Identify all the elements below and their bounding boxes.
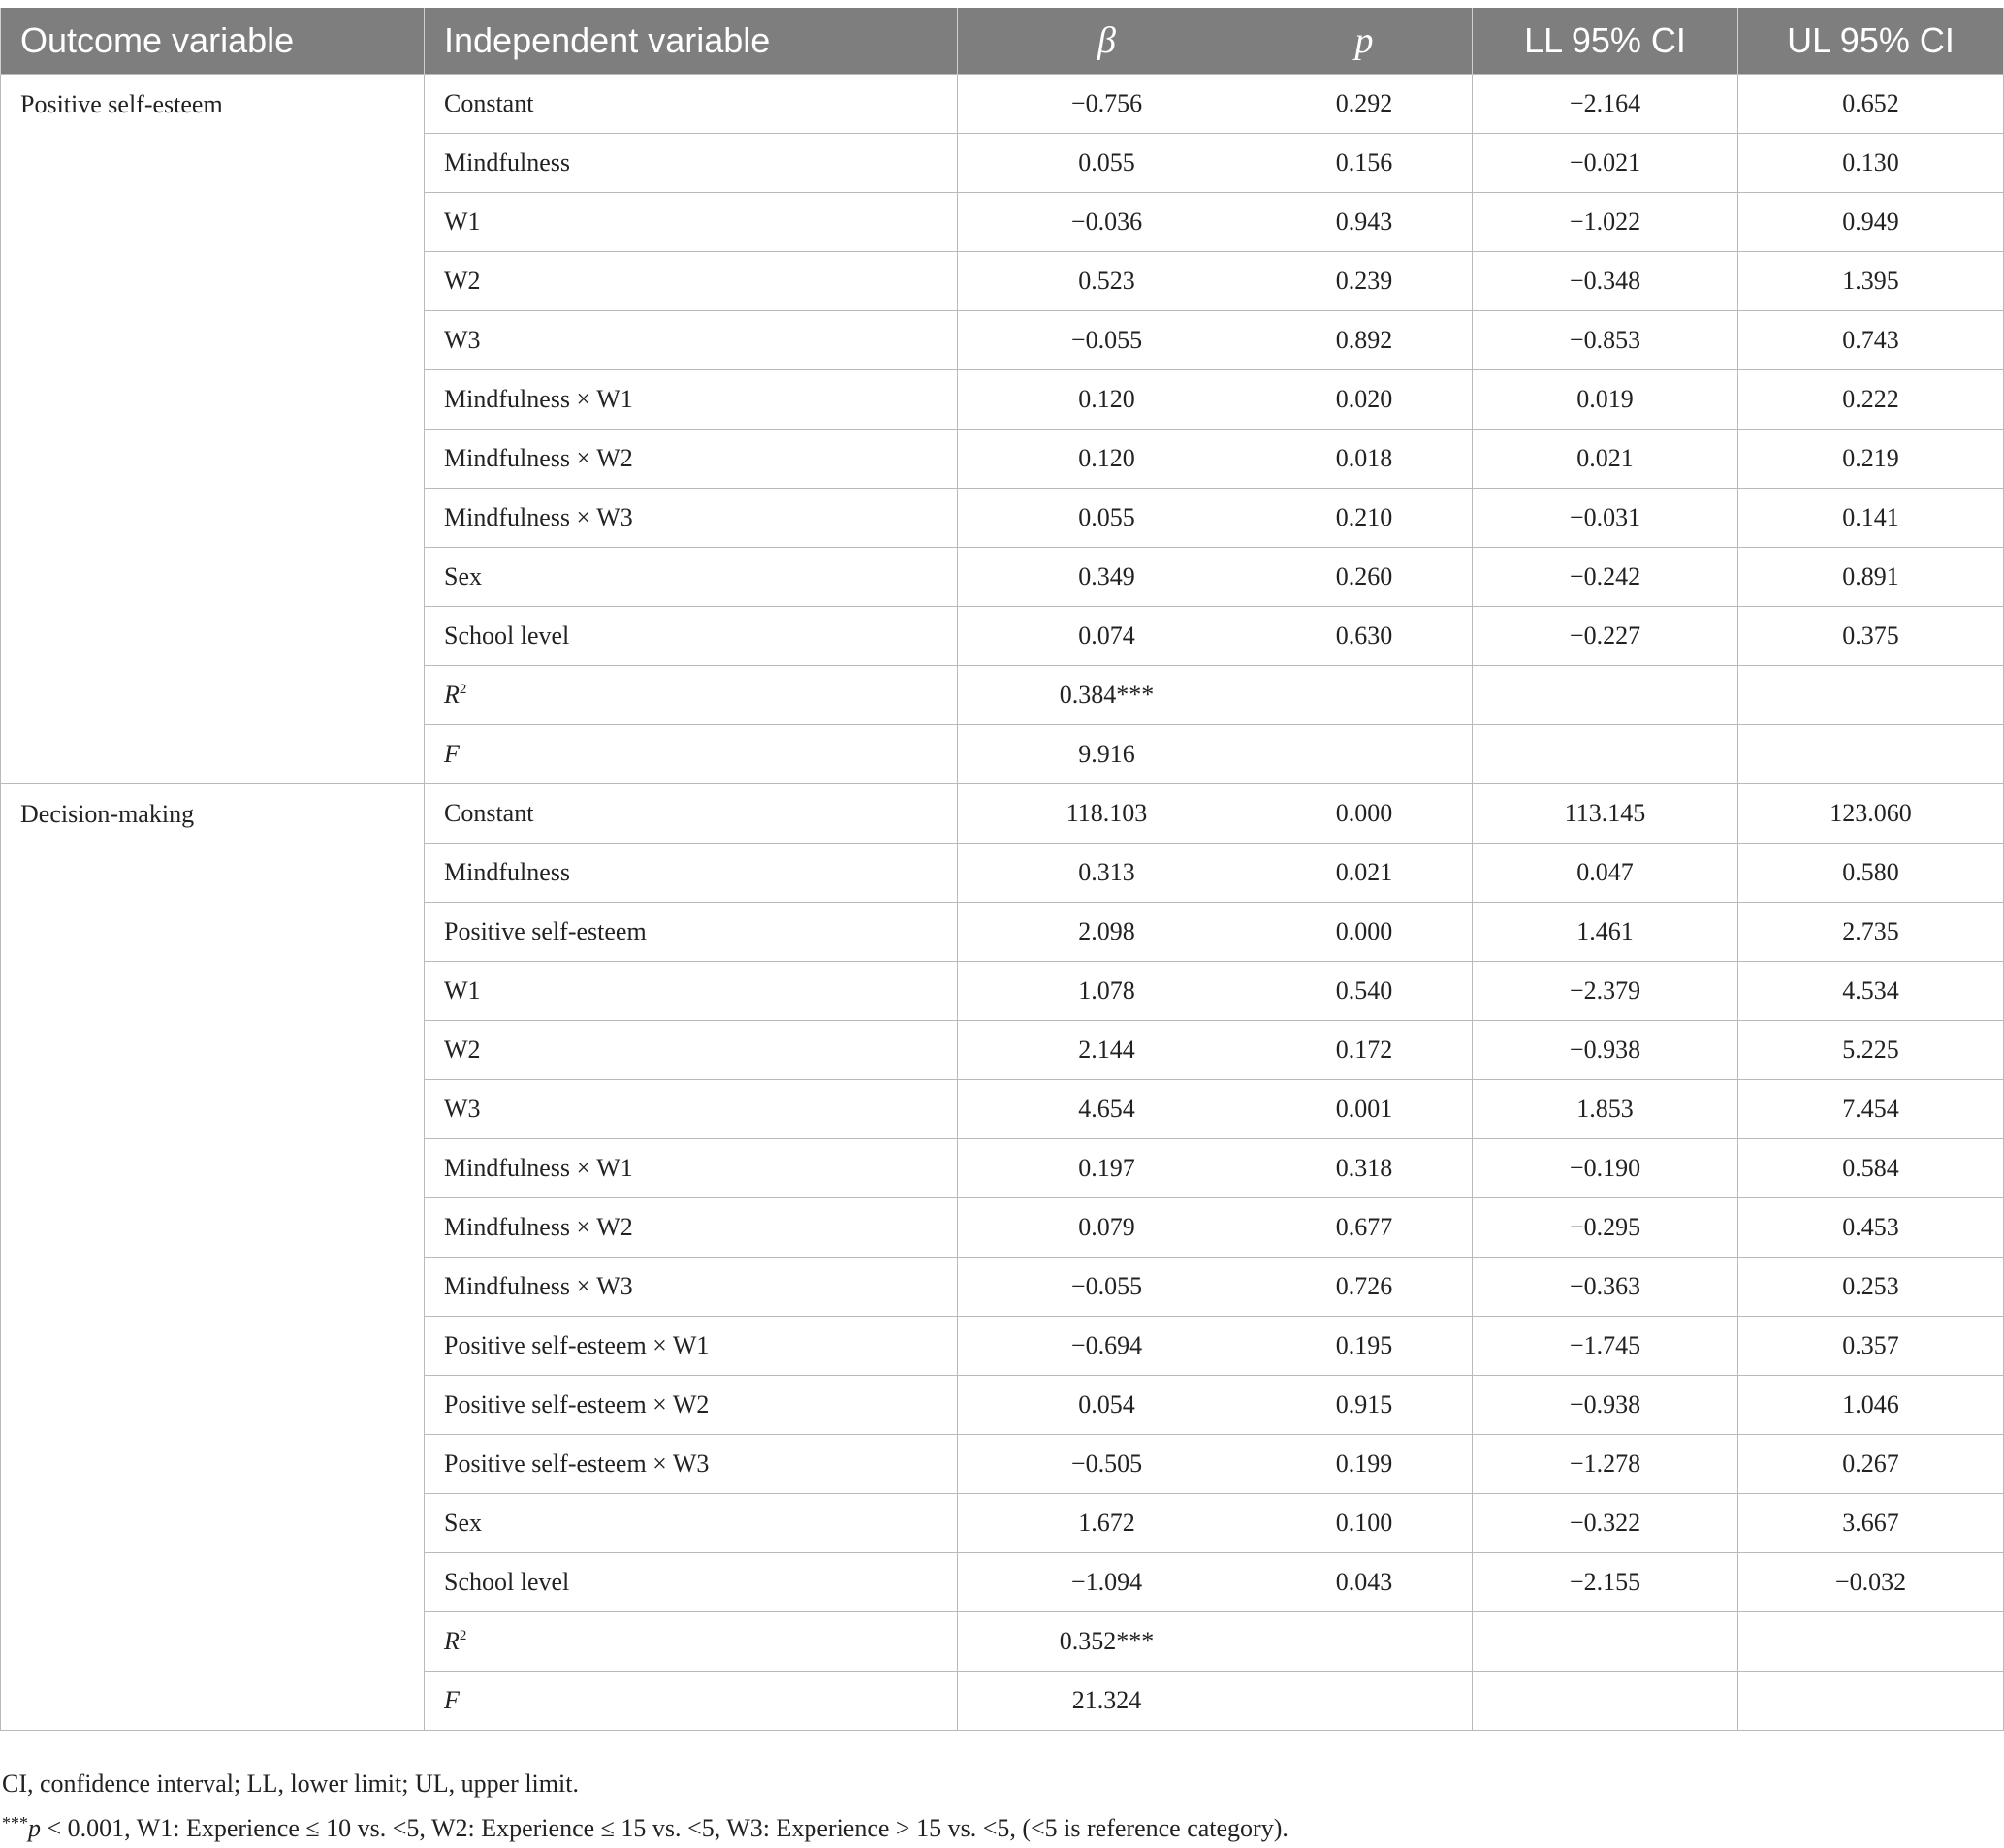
variable-cell: Sex <box>425 1494 958 1553</box>
ll-cell: −0.295 <box>1473 1198 1738 1258</box>
beta-cell: 0.074 <box>958 607 1256 666</box>
ll-cell: −0.322 <box>1473 1494 1738 1553</box>
variable-cell: Positive self-esteem × W1 <box>425 1317 958 1376</box>
regression-results-table <box>0 8 2004 1731</box>
ll-cell: −0.363 <box>1473 1258 1738 1317</box>
beta-cell: 0.349 <box>958 548 1256 607</box>
ul-cell: 0.580 <box>1738 844 2004 903</box>
p-cell: 0.195 <box>1256 1317 1473 1376</box>
ul-cell: 0.253 <box>1738 1258 2004 1317</box>
ll-cell: −0.348 <box>1473 252 1738 311</box>
ul-cell: 0.453 <box>1738 1198 2004 1258</box>
beta-cell: 118.103 <box>958 784 1256 844</box>
variable-cell: Positive self-esteem × W3 <box>425 1435 958 1494</box>
ll-cell: −1.745 <box>1473 1317 1738 1376</box>
beta-cell: −0.505 <box>958 1435 1256 1494</box>
variable-cell: Mindfulness × W1 <box>425 370 958 430</box>
beta-cell: 0.523 <box>958 252 1256 311</box>
ul-cell: 0.357 <box>1738 1317 2004 1376</box>
variable-cell: Positive self-esteem <box>425 903 958 962</box>
table-row <box>1 784 2004 844</box>
ll-cell: 1.461 <box>1473 903 1738 962</box>
variable-cell: Mindfulness × W1 <box>425 1139 958 1198</box>
empty-cell <box>1473 1672 1738 1731</box>
variable-cell: W3 <box>425 311 958 370</box>
empty-cell <box>1738 666 2004 725</box>
beta-cell: 0.313 <box>958 844 1256 903</box>
p-cell: 0.021 <box>1256 844 1473 903</box>
ll-cell: 113.145 <box>1473 784 1738 844</box>
ll-cell: −1.022 <box>1473 193 1738 252</box>
beta-cell: −0.756 <box>958 75 1256 134</box>
variable-cell: Mindfulness × W3 <box>425 489 958 548</box>
header-p: p <box>1256 8 1473 75</box>
ll-cell: −0.021 <box>1473 134 1738 193</box>
variable-cell: W3 <box>425 1080 958 1139</box>
beta-cell: 1.672 <box>958 1494 1256 1553</box>
table-body <box>1 75 2004 1731</box>
variable-cell: W1 <box>425 193 958 252</box>
note-significance <box>2 1803 1288 1848</box>
variable-cell: Positive self-esteem × W2 <box>425 1376 958 1435</box>
p-cell: 0.172 <box>1256 1021 1473 1080</box>
beta-cell: 2.098 <box>958 903 1256 962</box>
p-cell: 0.292 <box>1256 75 1473 134</box>
ul-cell: 0.130 <box>1738 134 2004 193</box>
ul-cell: 1.046 <box>1738 1376 2004 1435</box>
ul-cell: 0.267 <box>1738 1435 2004 1494</box>
ul-cell: 0.584 <box>1738 1139 2004 1198</box>
p-cell: 0.540 <box>1256 962 1473 1021</box>
f-label: F <box>425 725 958 784</box>
ul-cell: 3.667 <box>1738 1494 2004 1553</box>
ul-cell: −0.032 <box>1738 1553 2004 1612</box>
r-superscript: 2 <box>459 1628 467 1643</box>
ul-cell: 0.743 <box>1738 311 2004 370</box>
beta-cell: 0.120 <box>958 430 1256 489</box>
beta-cell: −1.094 <box>958 1553 1256 1612</box>
beta-cell: −0.694 <box>958 1317 1256 1376</box>
header-ul: UL 95% CI <box>1738 8 2004 75</box>
beta-cell: 0.055 <box>958 489 1256 548</box>
header-outcome: Outcome variable <box>1 8 425 75</box>
p-cell: 0.100 <box>1256 1494 1473 1553</box>
beta-cell: 0.055 <box>958 134 1256 193</box>
beta-cell: 4.654 <box>958 1080 1256 1139</box>
p-cell: 0.892 <box>1256 311 1473 370</box>
ll-cell: 1.853 <box>1473 1080 1738 1139</box>
ll-cell: −0.938 <box>1473 1376 1738 1435</box>
beta-cell: −0.055 <box>958 1258 1256 1317</box>
note-abbreviations: CI, confidence interval; LL, lower limit; UL, upper limit. <box>2 1769 579 1798</box>
ul-cell: 7.454 <box>1738 1080 2004 1139</box>
table-notes <box>2 1765 1288 1848</box>
beta-cell: −0.036 <box>958 193 1256 252</box>
variable-cell: Constant <box>425 75 958 134</box>
ll-cell: −1.278 <box>1473 1435 1738 1494</box>
p-cell: 0.318 <box>1256 1139 1473 1198</box>
header-independent: Independent variable <box>425 8 958 75</box>
empty-cell <box>1738 725 2004 784</box>
outcome-cell: Decision-making <box>1 784 425 1731</box>
variable-cell: School level <box>425 1553 958 1612</box>
ul-cell: 0.141 <box>1738 489 2004 548</box>
ll-cell: −0.190 <box>1473 1139 1738 1198</box>
beta-cell: 0.079 <box>958 1198 1256 1258</box>
variable-cell: Mindfulness × W3 <box>425 1258 958 1317</box>
variable-cell: W2 <box>425 252 958 311</box>
ll-cell: −0.031 <box>1473 489 1738 548</box>
p-cell: 0.915 <box>1256 1376 1473 1435</box>
empty-cell <box>1473 1612 1738 1672</box>
ul-cell: 0.219 <box>1738 430 2004 489</box>
empty-cell <box>1738 1612 2004 1672</box>
p-cell: 0.000 <box>1256 784 1473 844</box>
ll-cell: −2.164 <box>1473 75 1738 134</box>
p-cell: 0.000 <box>1256 903 1473 962</box>
ul-cell: 5.225 <box>1738 1021 2004 1080</box>
ul-cell: 0.652 <box>1738 75 2004 134</box>
f-value: 9.916 <box>958 725 1256 784</box>
beta-cell: −0.055 <box>958 311 1256 370</box>
p-cell: 0.239 <box>1256 252 1473 311</box>
ll-cell: −0.938 <box>1473 1021 1738 1080</box>
ll-cell: −0.242 <box>1473 548 1738 607</box>
ul-cell: 2.735 <box>1738 903 2004 962</box>
p-cell: 0.001 <box>1256 1080 1473 1139</box>
variable-cell: Constant <box>425 784 958 844</box>
variable-cell: Mindfulness <box>425 844 958 903</box>
p-cell: 0.043 <box>1256 1553 1473 1612</box>
r-squared-label <box>425 1612 958 1672</box>
variable-cell: W1 <box>425 962 958 1021</box>
note-rest: < 0.001, W1: Experience ≤ 10 vs. <5, W2: Experience ≤ 15 vs. <5, W3: Experience > 15 vs. <5, (<5 is reference category). <box>41 1814 1288 1842</box>
ll-cell: −0.853 <box>1473 311 1738 370</box>
ll-cell: 0.019 <box>1473 370 1738 430</box>
r-label: R <box>444 681 460 709</box>
f-label: F <box>425 1672 958 1731</box>
r-squared-value: 0.352*** <box>958 1612 1256 1672</box>
beta-cell: 1.078 <box>958 962 1256 1021</box>
ul-cell: 0.949 <box>1738 193 2004 252</box>
table-header <box>1 8 2004 75</box>
p-cell: 0.677 <box>1256 1198 1473 1258</box>
variable-cell: Sex <box>425 548 958 607</box>
p-cell: 0.156 <box>1256 134 1473 193</box>
r-squared-value: 0.384*** <box>958 666 1256 725</box>
results-table-container <box>0 8 2004 1731</box>
ll-cell: 0.021 <box>1473 430 1738 489</box>
variable-cell: Mindfulness × W2 <box>425 430 958 489</box>
empty-cell <box>1256 666 1473 725</box>
empty-cell <box>1473 666 1738 725</box>
empty-cell <box>1256 1612 1473 1672</box>
table-row <box>1 75 2004 134</box>
ul-cell: 1.395 <box>1738 252 2004 311</box>
note-p: p <box>28 1814 41 1842</box>
ll-cell: −0.227 <box>1473 607 1738 666</box>
p-cell: 0.726 <box>1256 1258 1473 1317</box>
ul-cell: 4.534 <box>1738 962 2004 1021</box>
ul-cell: 0.891 <box>1738 548 2004 607</box>
note-stars: *** <box>2 1813 28 1832</box>
header-row <box>1 8 2004 75</box>
outcome-cell: Positive self-esteem <box>1 75 425 784</box>
beta-cell: 0.120 <box>958 370 1256 430</box>
variable-cell: Mindfulness × W2 <box>425 1198 958 1258</box>
p-cell: 0.020 <box>1256 370 1473 430</box>
p-cell: 0.260 <box>1256 548 1473 607</box>
r-superscript: 2 <box>459 682 467 697</box>
r-label: R <box>444 1627 460 1655</box>
ll-cell: 0.047 <box>1473 844 1738 903</box>
p-cell: 0.210 <box>1256 489 1473 548</box>
p-cell: 0.199 <box>1256 1435 1473 1494</box>
empty-cell <box>1738 1672 2004 1731</box>
r-squared-label <box>425 666 958 725</box>
ll-cell: −2.379 <box>1473 962 1738 1021</box>
p-cell: 0.018 <box>1256 430 1473 489</box>
f-value: 21.324 <box>958 1672 1256 1731</box>
empty-cell <box>1256 725 1473 784</box>
header-beta: β <box>958 8 1256 75</box>
ul-cell: 0.222 <box>1738 370 2004 430</box>
beta-cell: 2.144 <box>958 1021 1256 1080</box>
variable-cell: W2 <box>425 1021 958 1080</box>
variable-cell: School level <box>425 607 958 666</box>
ul-cell: 123.060 <box>1738 784 2004 844</box>
empty-cell <box>1473 725 1738 784</box>
p-cell: 0.630 <box>1256 607 1473 666</box>
ul-cell: 0.375 <box>1738 607 2004 666</box>
beta-cell: 0.054 <box>958 1376 1256 1435</box>
variable-cell: Mindfulness <box>425 134 958 193</box>
ll-cell: −2.155 <box>1473 1553 1738 1612</box>
p-cell: 0.943 <box>1256 193 1473 252</box>
header-ll: LL 95% CI <box>1473 8 1738 75</box>
beta-cell: 0.197 <box>958 1139 1256 1198</box>
empty-cell <box>1256 1672 1473 1731</box>
